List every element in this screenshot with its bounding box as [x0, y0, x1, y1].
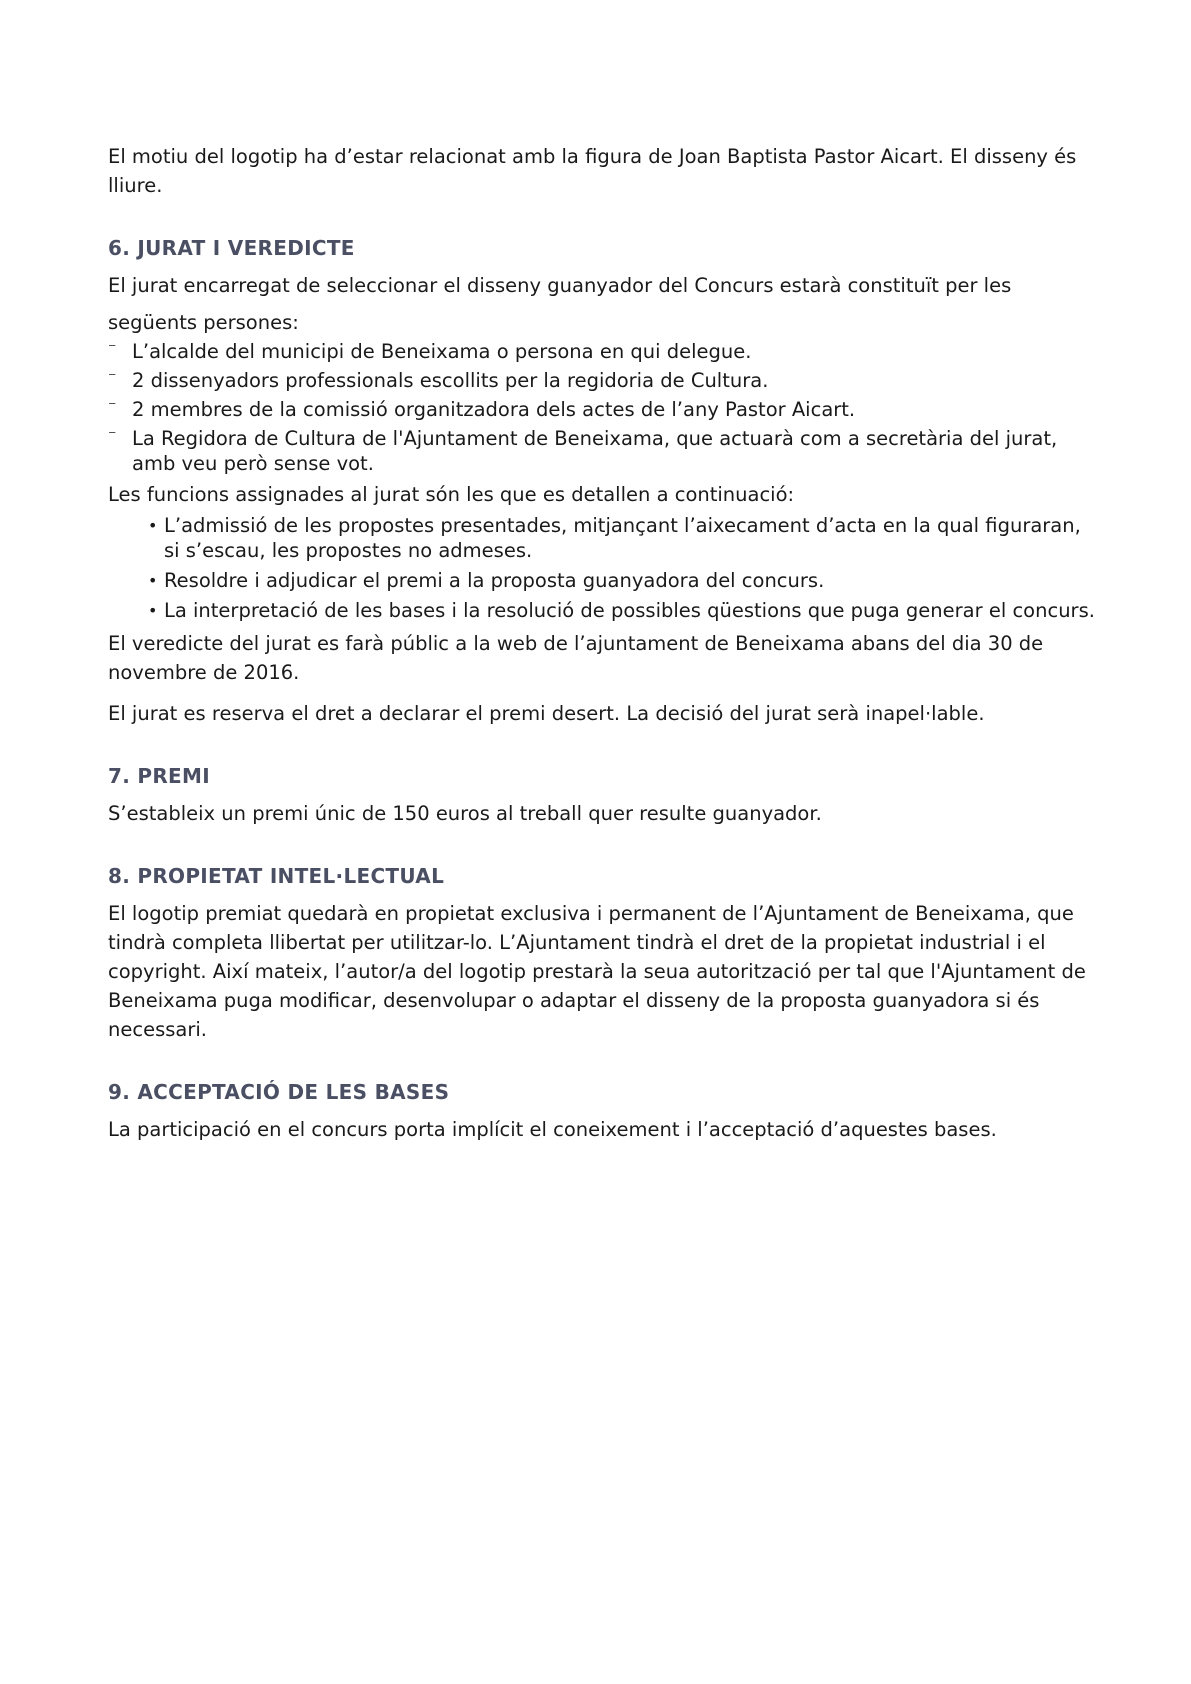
- jurat-functions-list: [144, 513, 1098, 623]
- page-content: [108, 142, 1098, 1144]
- list-item: [108, 426, 1098, 476]
- list-item-text: Resoldre i adjudicar el premi a la proposta guanyadora del concurs.: [164, 569, 825, 592]
- list-item-text: L’admissió de les propostes presentades, mitjançant l’aixecament d’acta en la qual figuraran, si s’escau, les propostes no admeses.: [164, 514, 1081, 562]
- list-item: [144, 513, 1098, 563]
- verdict-paragraph: El veredicte del jurat es farà públic a la web de l’ajuntament de Beneixama abans del dia 30 de novembre de 2016.: [108, 632, 1044, 684]
- jurat-intro-line1: El jurat encarregat de seleccionar el disseny guanyador del Concurs estarà constituït per les: [108, 274, 1012, 297]
- section-heading-premi: 7. PREMI: [108, 764, 210, 788]
- functions-intro: Les funcions assignades al jurat són les que es detallen a continuació:: [108, 483, 795, 506]
- list-item: [108, 368, 1098, 393]
- list-item-text: 2 membres de la comissió organitzadora dels actes de l’any Pastor Aicart.: [132, 398, 856, 421]
- dash-marker-icon: ⁻: [108, 397, 117, 416]
- list-item: [108, 339, 1098, 364]
- list-item-text: La interpretació de les bases i la resolució de possibles qüestions que puga generar el concurs.: [164, 599, 1095, 622]
- propietat-paragraph: El logotip premiat quedarà en propietat exclusiva i permanent de l’Ajuntament de Beneixama, que tindrà completa llibertat per utilitzar-lo. L’Ajuntament tindrà el dret de la propietat industrial i el copyright. Així mateix, l’autor/a del logotip prestarà la seua autorització per tal que l'Ajuntament de Beneixama puga modificar, desenvolupar o adaptar el disseny de la proposta guanyadora si és necessari.: [108, 902, 1086, 1041]
- premi-paragraph: S’estableix un premi únic de 150 euros al treball quer resulte guanyador.: [108, 802, 822, 825]
- list-item: [144, 568, 1098, 593]
- section-heading-propietat: 8. PROPIETAT INTEL·LECTUAL: [108, 864, 445, 888]
- bullet-icon: •: [148, 571, 158, 590]
- dash-marker-icon: ⁻: [108, 426, 117, 445]
- dash-marker-icon: ⁻: [108, 339, 117, 358]
- bullet-icon: •: [148, 516, 158, 535]
- list-item: [108, 397, 1098, 422]
- jurat-members-list: [108, 339, 1098, 476]
- list-item-text: 2 dissenyadors professionals escollits per la regidoria de Cultura.: [132, 369, 769, 392]
- section-heading-acceptacio: 9. ACCEPTACIÓ DE LES BASES: [108, 1080, 450, 1104]
- list-item: [144, 598, 1098, 623]
- reserve-paragraph: El jurat es reserva el dret a declarar el premi desert. La decisió del jurat serà inapel·lable.: [108, 702, 985, 725]
- section-heading-jurat: 6. JURAT I VEREDICTE: [108, 236, 355, 260]
- list-item-text: La Regidora de Cultura de l'Ajuntament de Beneixama, que actuarà com a secretària del jurat, amb veu però sense vot.: [132, 427, 1058, 475]
- acceptacio-paragraph: La participació en el concurs porta implícit el coneixement i l’acceptació d’aquestes bases.: [108, 1118, 997, 1141]
- list-item-text: L’alcalde del municipi de Beneixama o persona en qui delegue.: [132, 340, 752, 363]
- jurat-intro-line2: següents persones:: [108, 311, 299, 334]
- intro-paragraph: El motiu del logotip ha d’estar relacionat amb la figura de Joan Baptista Pastor Aicart. El disseny és lliure.: [108, 145, 1077, 197]
- dash-marker-icon: ⁻: [108, 368, 117, 387]
- bullet-icon: •: [148, 601, 158, 620]
